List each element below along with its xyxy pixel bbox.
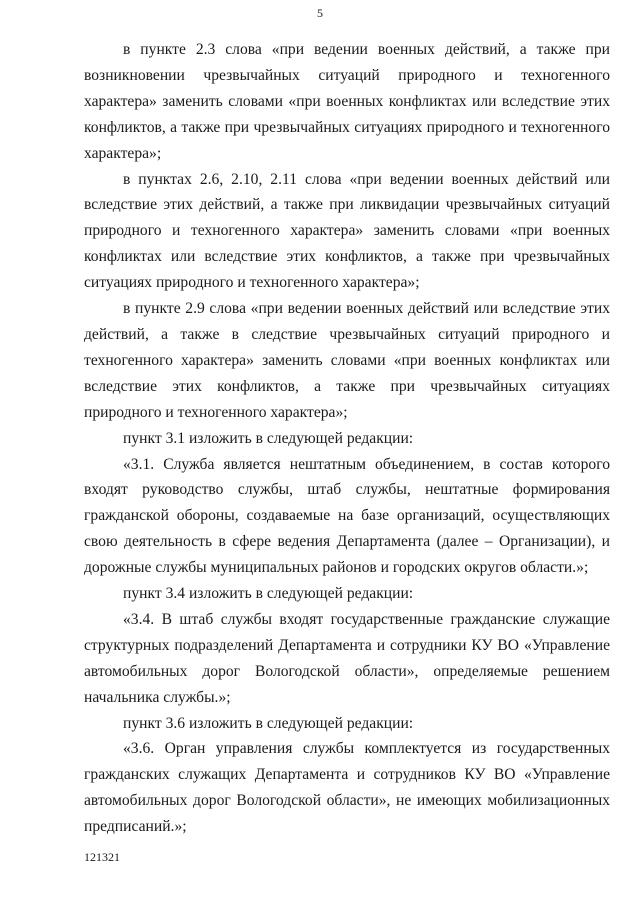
- paragraph-item-3-1-intro: пункт 3.1 изложить в следующей редакции:: [123, 429, 414, 447]
- paragraph-item-3-1-text: «3.1. Служба является нештатным объединением, в состав которого входят руководство службы, штаб службы, нештатные формирования гражданской обороны, создаваемые на базе организаций, осуществляющих свою деятельность в сфере ведения Департамента (далее – Организации), и дорожные службы муниципальных районов и городских округов области.»;: [84, 455, 610, 577]
- paragraph-item-3-6-intro: пункт 3.6 изложить в следующей редакции:: [123, 714, 414, 732]
- paragraph-item-2-9: в пункте 2.9 слова «при ведении военных действий или вследствие этих действий, а также в следствие чрезвычайных ситуаций природного и техногенного характера» заменить словами «при военных конфликтах или вследствие этих конфликтов, а также при чрезвычайных ситуациях природного и техногенного характера»;: [84, 300, 610, 421]
- document-code: 121321: [84, 850, 120, 864]
- page-number: 5: [317, 6, 323, 20]
- paragraph-item-2-3: в пункте 2.3 слова «при ведении военных действий, а также при возникновении чрезвычайных ситуаций природного и техногенного характера» заменить словами «при военных конфликтах или вследствие этих конфликтов, а также при чрезвычайных ситуациях природного и техногенного характера»;: [84, 41, 610, 162]
- paragraph-item-3-4-text: «3.4. В штаб службы входят государственные гражданские служащие структурных подразделений Департамента и сотрудники КУ ВО «Управление автомобильных дорог Вологодской области», определяемые решением начальника службы.»;: [84, 610, 610, 706]
- paragraph-item-3-6-text: «3.6. Орган управления службы комплектуется из государственных гражданских служащих Департамента и сотрудников КУ ВО «Управление автомобильных дорог Вологодской области», не имеющих мобилизационных предписаний.»;: [84, 740, 610, 836]
- paragraph-items-2-6-2-10-2-11: в пунктах 2.6, 2.10, 2.11 слова «при ведении военных действий или вследствие этих действий, а также при ликвидации чрезвычайных ситуаций природного и техногенного характера» заменить словами «при военных конфликтах или вследствие этих конфликтов, а также при чрезвычайных ситуациях природного и техногенного характера»;: [84, 170, 610, 292]
- document-body: [84, 37, 610, 840]
- paragraph-item-3-4-intro: пункт 3.4 изложить в следующей редакции:: [123, 585, 414, 603]
